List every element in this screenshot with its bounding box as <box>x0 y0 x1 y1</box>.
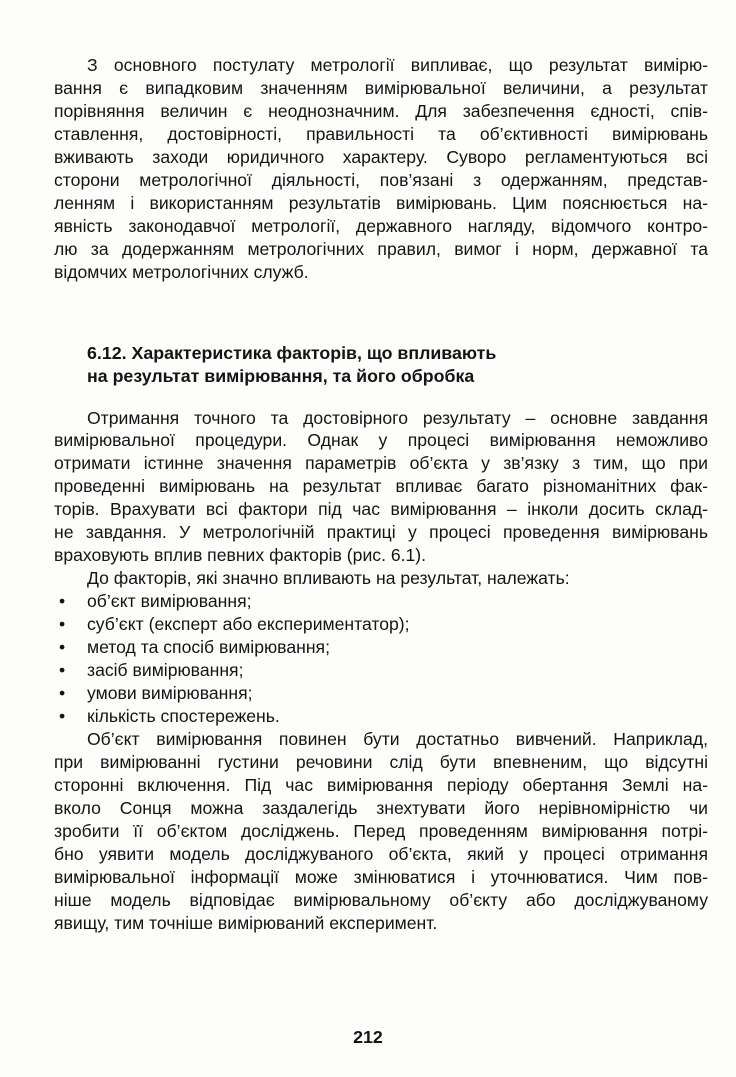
paragraph-metrology-postulate <box>54 54 708 284</box>
text-line: бно уявити модель досліджуваного об’єкта, який у процесі отримання <box>54 843 708 864</box>
factors-list <box>54 590 708 728</box>
paragraph-accurate-result <box>54 407 708 568</box>
text-line: при вимірюванні густини речовини слід бути впевненим, що відсутні <box>54 751 708 772</box>
list-item: • умови вимірювання; <box>54 682 708 705</box>
list-item: • засіб вимірювання; <box>54 659 708 682</box>
text-line: сторонні включення. Під час вимірювання періоду обертання Землі на- <box>54 774 708 795</box>
page-number: 212 <box>353 1027 383 1047</box>
text-line: Отримання точного та достовірного результату – основне завдання <box>87 407 708 428</box>
text-line: не завдання. У метрологічній практиці у процесі проведення вимірювань <box>54 522 708 543</box>
text-line: вколо Сонця можна заздалегідь знехтувати його нерівномірністю чи <box>54 797 708 818</box>
text-line: сторони метрологічної діяльності, пов’язані з одержанням, представ- <box>54 169 708 190</box>
section-heading <box>54 342 708 388</box>
text-line: відомчих метрологічних служб. <box>54 261 309 282</box>
text-line: зробити її об’єктом досліджень. Перед проведенням вимірювання потрі- <box>54 820 708 841</box>
heading-line: 6.12. Характеристика факторів, що впливають <box>87 342 497 363</box>
text-line: ніше модель відповідає вимірювальному об’єкту або досліджуваному <box>54 889 708 910</box>
paragraph-measurement-object <box>54 728 708 935</box>
paragraph-factors-intro <box>54 567 708 590</box>
text-line: вимірювальної процедури. Однак у процесі вимірювання неможливо <box>54 430 708 451</box>
text-line: отримати істинне значення параметрів об’єкта у зв’язку з тим, що при <box>54 453 708 474</box>
text-line: До факторів, які значно впливають на результат, належать: <box>87 568 570 589</box>
heading-line: на результат вимірювання, та його обробка <box>87 365 475 386</box>
list-item: • суб’єкт (експерт або експериментатор); <box>54 613 708 636</box>
text-line: З основного постулату метрології випливає, що результат вимірю- <box>87 55 708 75</box>
text-line: порівняння величин є неоднозначним. Для забезпечення єдності, спів- <box>54 100 708 121</box>
text-line: ставлення, достовірності, правильності та об’єктивності вимірювань <box>54 123 708 144</box>
text-line: Об’єкт вимірювання повинен бути достатньо вивчений. Наприклад, <box>87 728 708 749</box>
text-line: ленням і використанням результатів вимірювань. Цим пояснюється на- <box>54 192 708 213</box>
list-item: • метод та спосіб вимірювання; <box>54 636 708 659</box>
text-line: враховують вплив певних факторів (рис. 6.1). <box>54 545 427 566</box>
text-line: вання є випадковим значенням вимірювальної величини, а результат <box>54 77 708 98</box>
text-line: торів. Врахувати всі фактори під час вимірювання – інколи досить склад- <box>54 499 708 520</box>
text-line: лю за додержанням метрологічних правил, вимог і норм, державної та <box>54 238 708 259</box>
text-line: вживають заходи юридичного характеру. Суворо регламентуються всі <box>54 146 708 167</box>
text-line: явність законодавчої метрології, державного нагляду, відомчого контро- <box>54 215 708 236</box>
text-line: явищу, тим точніше вимірюваний експеримент. <box>54 912 438 933</box>
text-line: вимірювальної інформації може змінюватися і уточнюватися. Чим пов- <box>54 866 708 887</box>
text-line: проведенні вимірювань на результат впливає багато різноманітних фак- <box>54 476 708 497</box>
list-item: • кількість спостережень. <box>54 705 708 728</box>
list-item: • об’єкт вимірювання; <box>54 590 708 613</box>
